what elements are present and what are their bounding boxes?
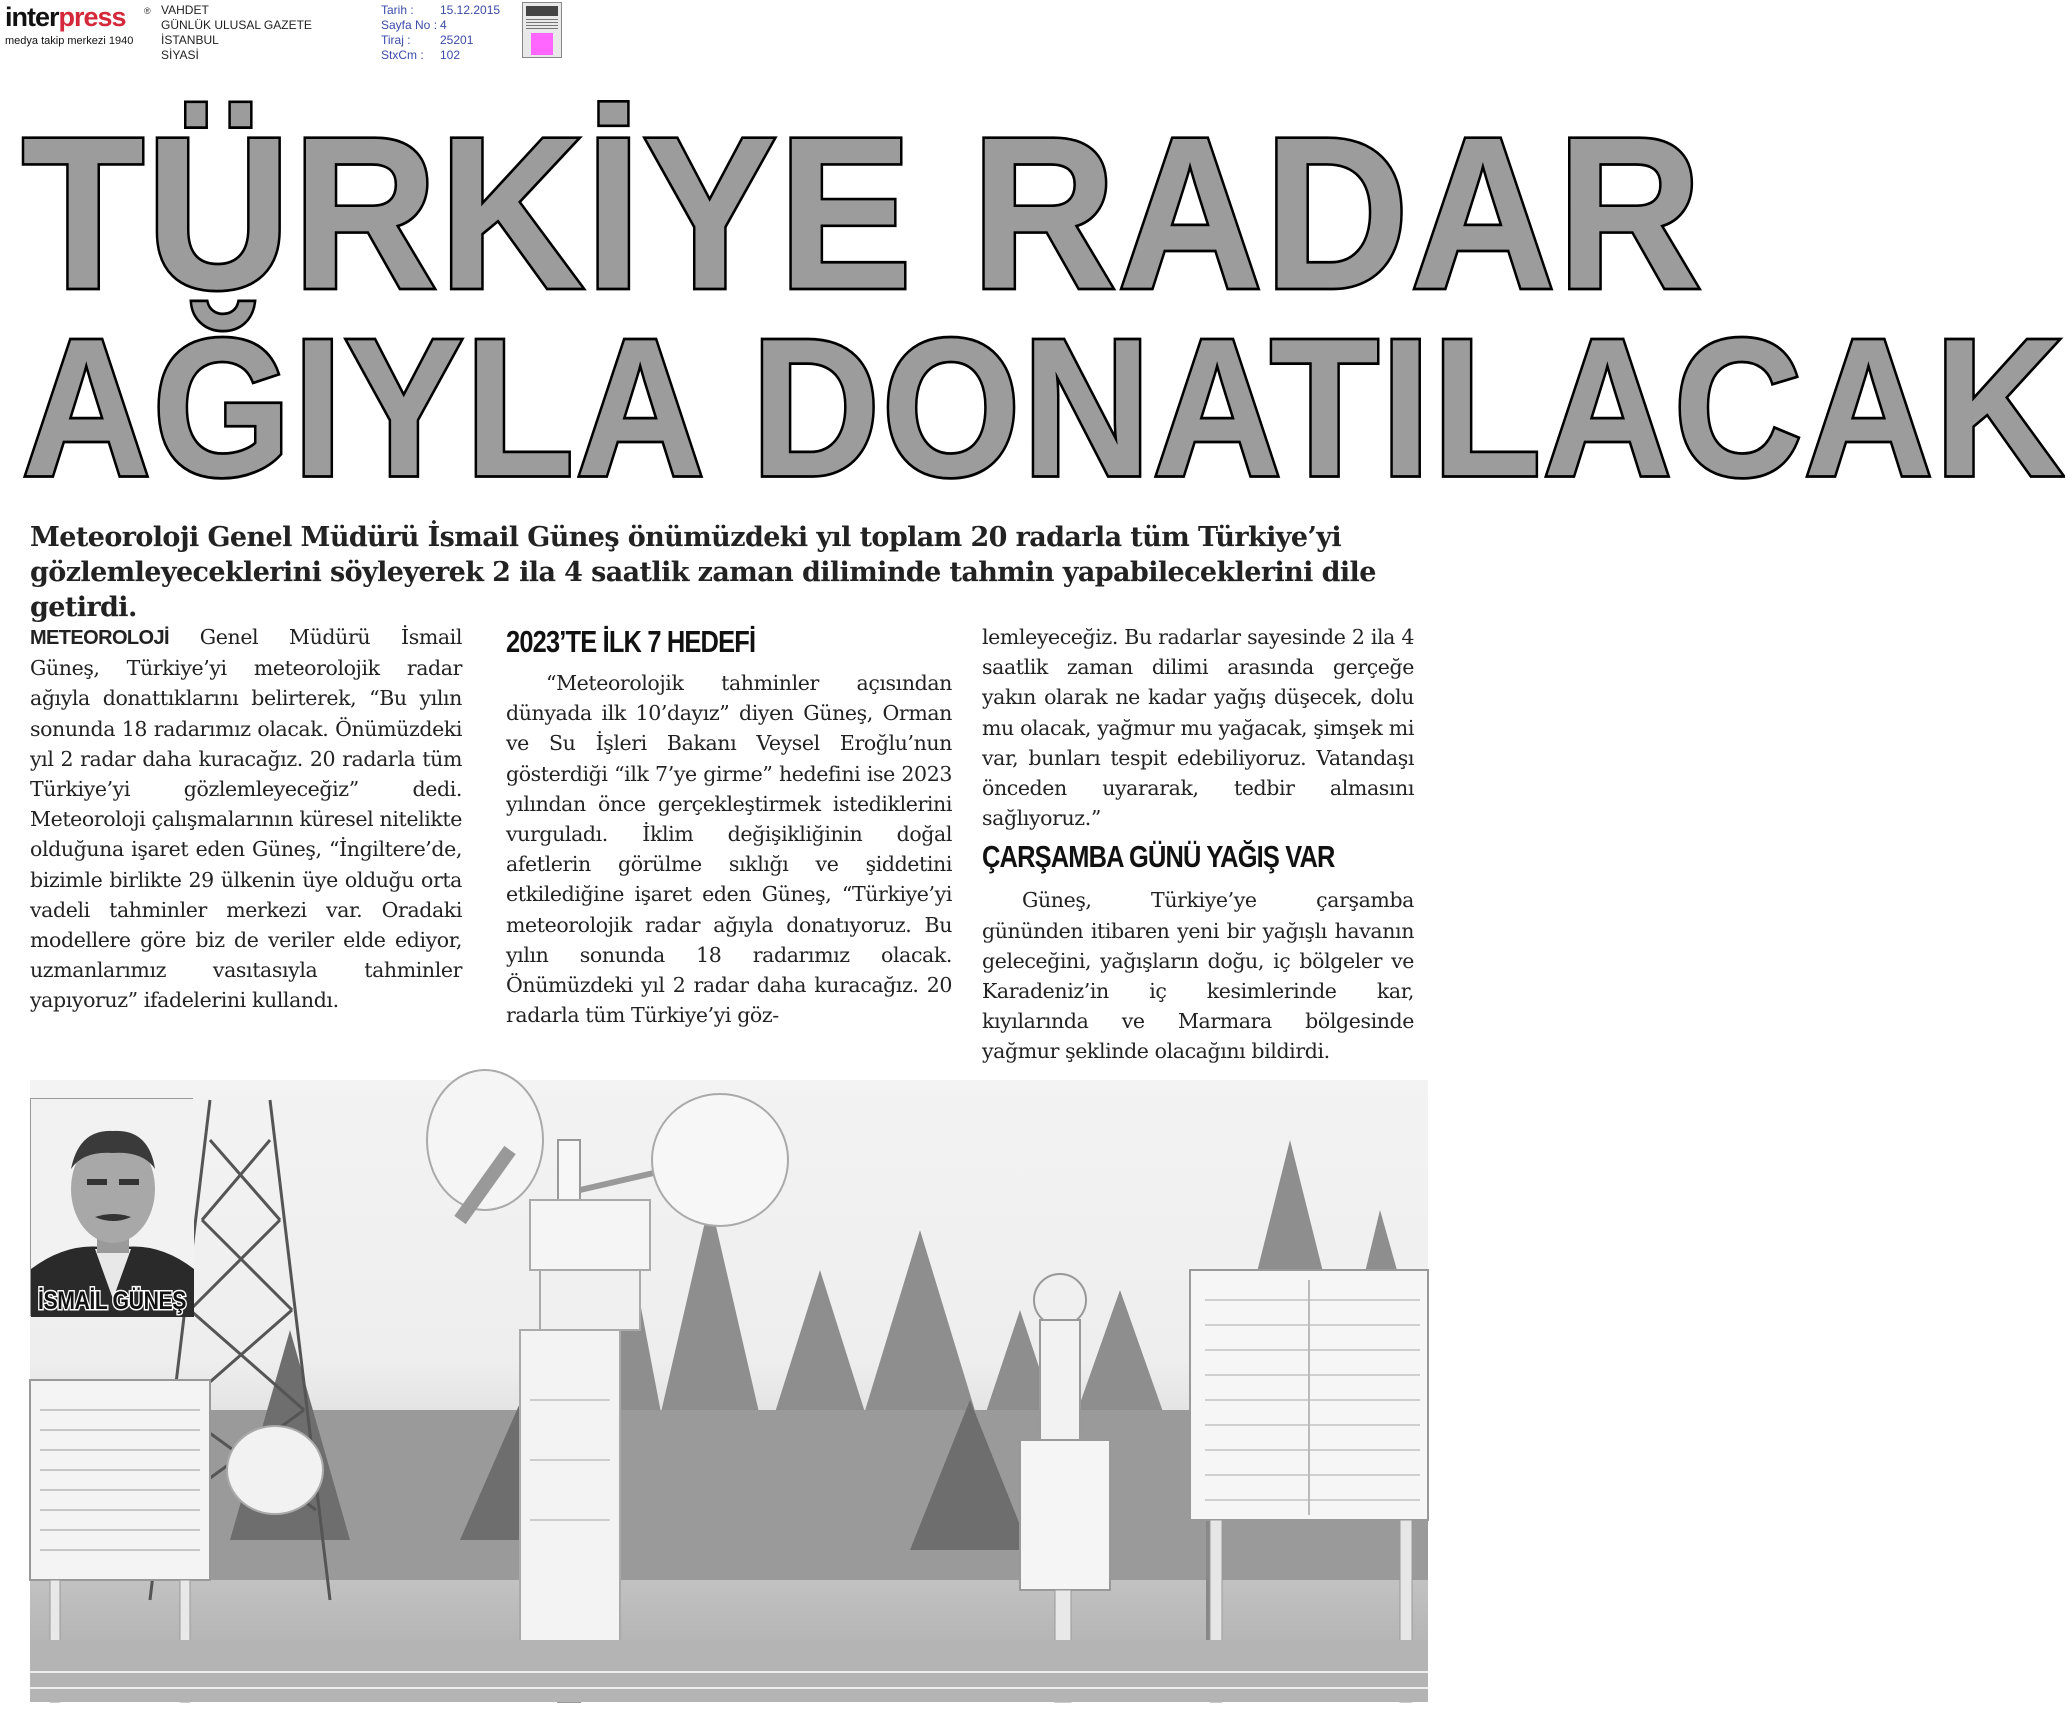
logo-tagline: medya takip merkezi 1940 [5, 35, 134, 47]
date-value: 15.12.2015 [440, 3, 501, 17]
source-city: İSTANBUL [161, 33, 219, 47]
portrait-illustration [31, 1099, 194, 1317]
interpress-logo [5, 2, 155, 50]
page-thumbnail [522, 2, 562, 58]
article-column-1 [30, 622, 462, 1016]
weather-station-illustration [30, 1080, 1428, 1702]
stxcm-value: 102 [440, 48, 461, 62]
thumbnail-masthead [526, 6, 558, 16]
clipping-header [0, 0, 1446, 66]
source-type: GÜNLÜK ULUSAL GAZETE [161, 18, 312, 32]
portrait-photo [30, 1098, 193, 1316]
page-label: Sayfa No : [381, 18, 438, 32]
source-info [161, 3, 312, 63]
lead-word: METEOROLOJİ [30, 627, 169, 649]
date-label: Tarih : [381, 3, 414, 17]
right-instrument-shelter [1190, 1270, 1428, 1702]
circulation-value: 25201 [440, 33, 474, 47]
publication-labels [381, 3, 437, 63]
article-subtitle: Meteoroloji Genel Müdürü İsmail Güneş önümüzdeki yıl toplam 20 radarla tüm Türkiye’yi gözlemleyeceklerini söyleyerek 2 ila 4 saatlik zaman diliminde tahmin yapabileceklerini dile getirdi. [30, 522, 1376, 623]
subheading-wednesday-rain: ÇARŞAMBA GÜNÜ YAĞIŞ VAR [982, 839, 1335, 875]
source-newspaper: VAHDET [161, 3, 209, 17]
paragraph [30, 622, 462, 1016]
paragraph-text: Genel Müdürü İsmail Güneş, Türkiye’yi meteorolojik radar ağıyla donattıklarını belirterek, “Bu yılın sonunda 18 radarımız olacak. Önümüzdeki yıl 2 radar daha kuracağız. 20 radarla tüm Türkiye’yi gözlemleyeceğiz” dedi. Meteoroloji çalışmalarının küresel nitelikte olduğuna işaret eden Güneş, “İngiltere’de, bizimle birlikte 29 ülkenin üye olduğu orta vadeli tahminler merkezi var. Oradaki modellere göre biz de veriler elde ediyor, uzmanlarımız vasıtasıyla tahminler yapıyoruz” ifadelerini kullandı. [30, 625, 462, 1013]
thumbnail-text-lines [526, 19, 558, 31]
logo-wordmark: interpress [5, 2, 126, 32]
subheading-2023-goal: 2023’TE İLK 7 HEDEFİ [506, 624, 756, 659]
registered-mark: ® [144, 6, 151, 16]
headline-line-2: AĞIYLA DONATILACAK [22, 298, 2065, 517]
portrait-caption: İSMAİL GÜNEŞ [38, 1287, 187, 1315]
paragraph: “Meteorolojik tahminler açısından dünyada ilk 10’dayız” diyen Güneş, Orman ve Su İşleri Bakanı Veysel Eroğlu’nun gösterdiği “ilk 7’ye girme” hedefini ise 2023 yılından önce gerçekleştirmek istediklerini vurguladı. İklim değişikliğinin doğal afetlerin görülme sıklığı ve şiddetini etkilediğine işaret eden Güneş, “Türkiye’yi meteorolojik radar ağıyla donatıyoruz. Bu yılın sonunda 18 radarımız olacak. Önümüzdeki yıl 2 radar daha kuracağız. 20 radarla tüm Türkiye’yi göz- [506, 671, 952, 1028]
publication-values [440, 3, 500, 63]
article-column-2 [506, 622, 952, 1030]
stxcm-label: StxCm : [381, 48, 424, 62]
weather-station-photo [30, 1080, 1428, 1702]
source-category: SİYASİ [161, 48, 199, 62]
circulation-label: Tiraj : [381, 33, 411, 47]
page-value: 4 [440, 18, 447, 32]
paragraph: lemleyeceğiz. Bu radarlar sayesinde 2 ila 4 saatlik zaman dilimi arasında gerçeğe yakın olarak ne kadar yağış düşecek, dolu mu olacak, yağmur mu yağacak, şimşek mi var, bunları tespit edebiliyoruz. Vatandaşı önceden uyararak, tedbir almasını sağlıyoruz.” [982, 625, 1414, 831]
paragraph: Güneş, Türkiye’ye çarşamba gününden itibaren yeni bir yağışlı havanın geleceğini, yağışların doğu, iç bölgeler ve Karadeniz’in iç kesimlerinde kar, kıyılarında ve Marmara bölgesinde yağmur şeklinde olacağını bildirdi. [982, 888, 1414, 1064]
thumbnail-highlight [531, 33, 553, 55]
satellite-dish-small [227, 1426, 323, 1514]
headline-line-1: TÜRKİYE RADAR [22, 93, 1704, 335]
article-column-3 [982, 622, 1414, 1067]
